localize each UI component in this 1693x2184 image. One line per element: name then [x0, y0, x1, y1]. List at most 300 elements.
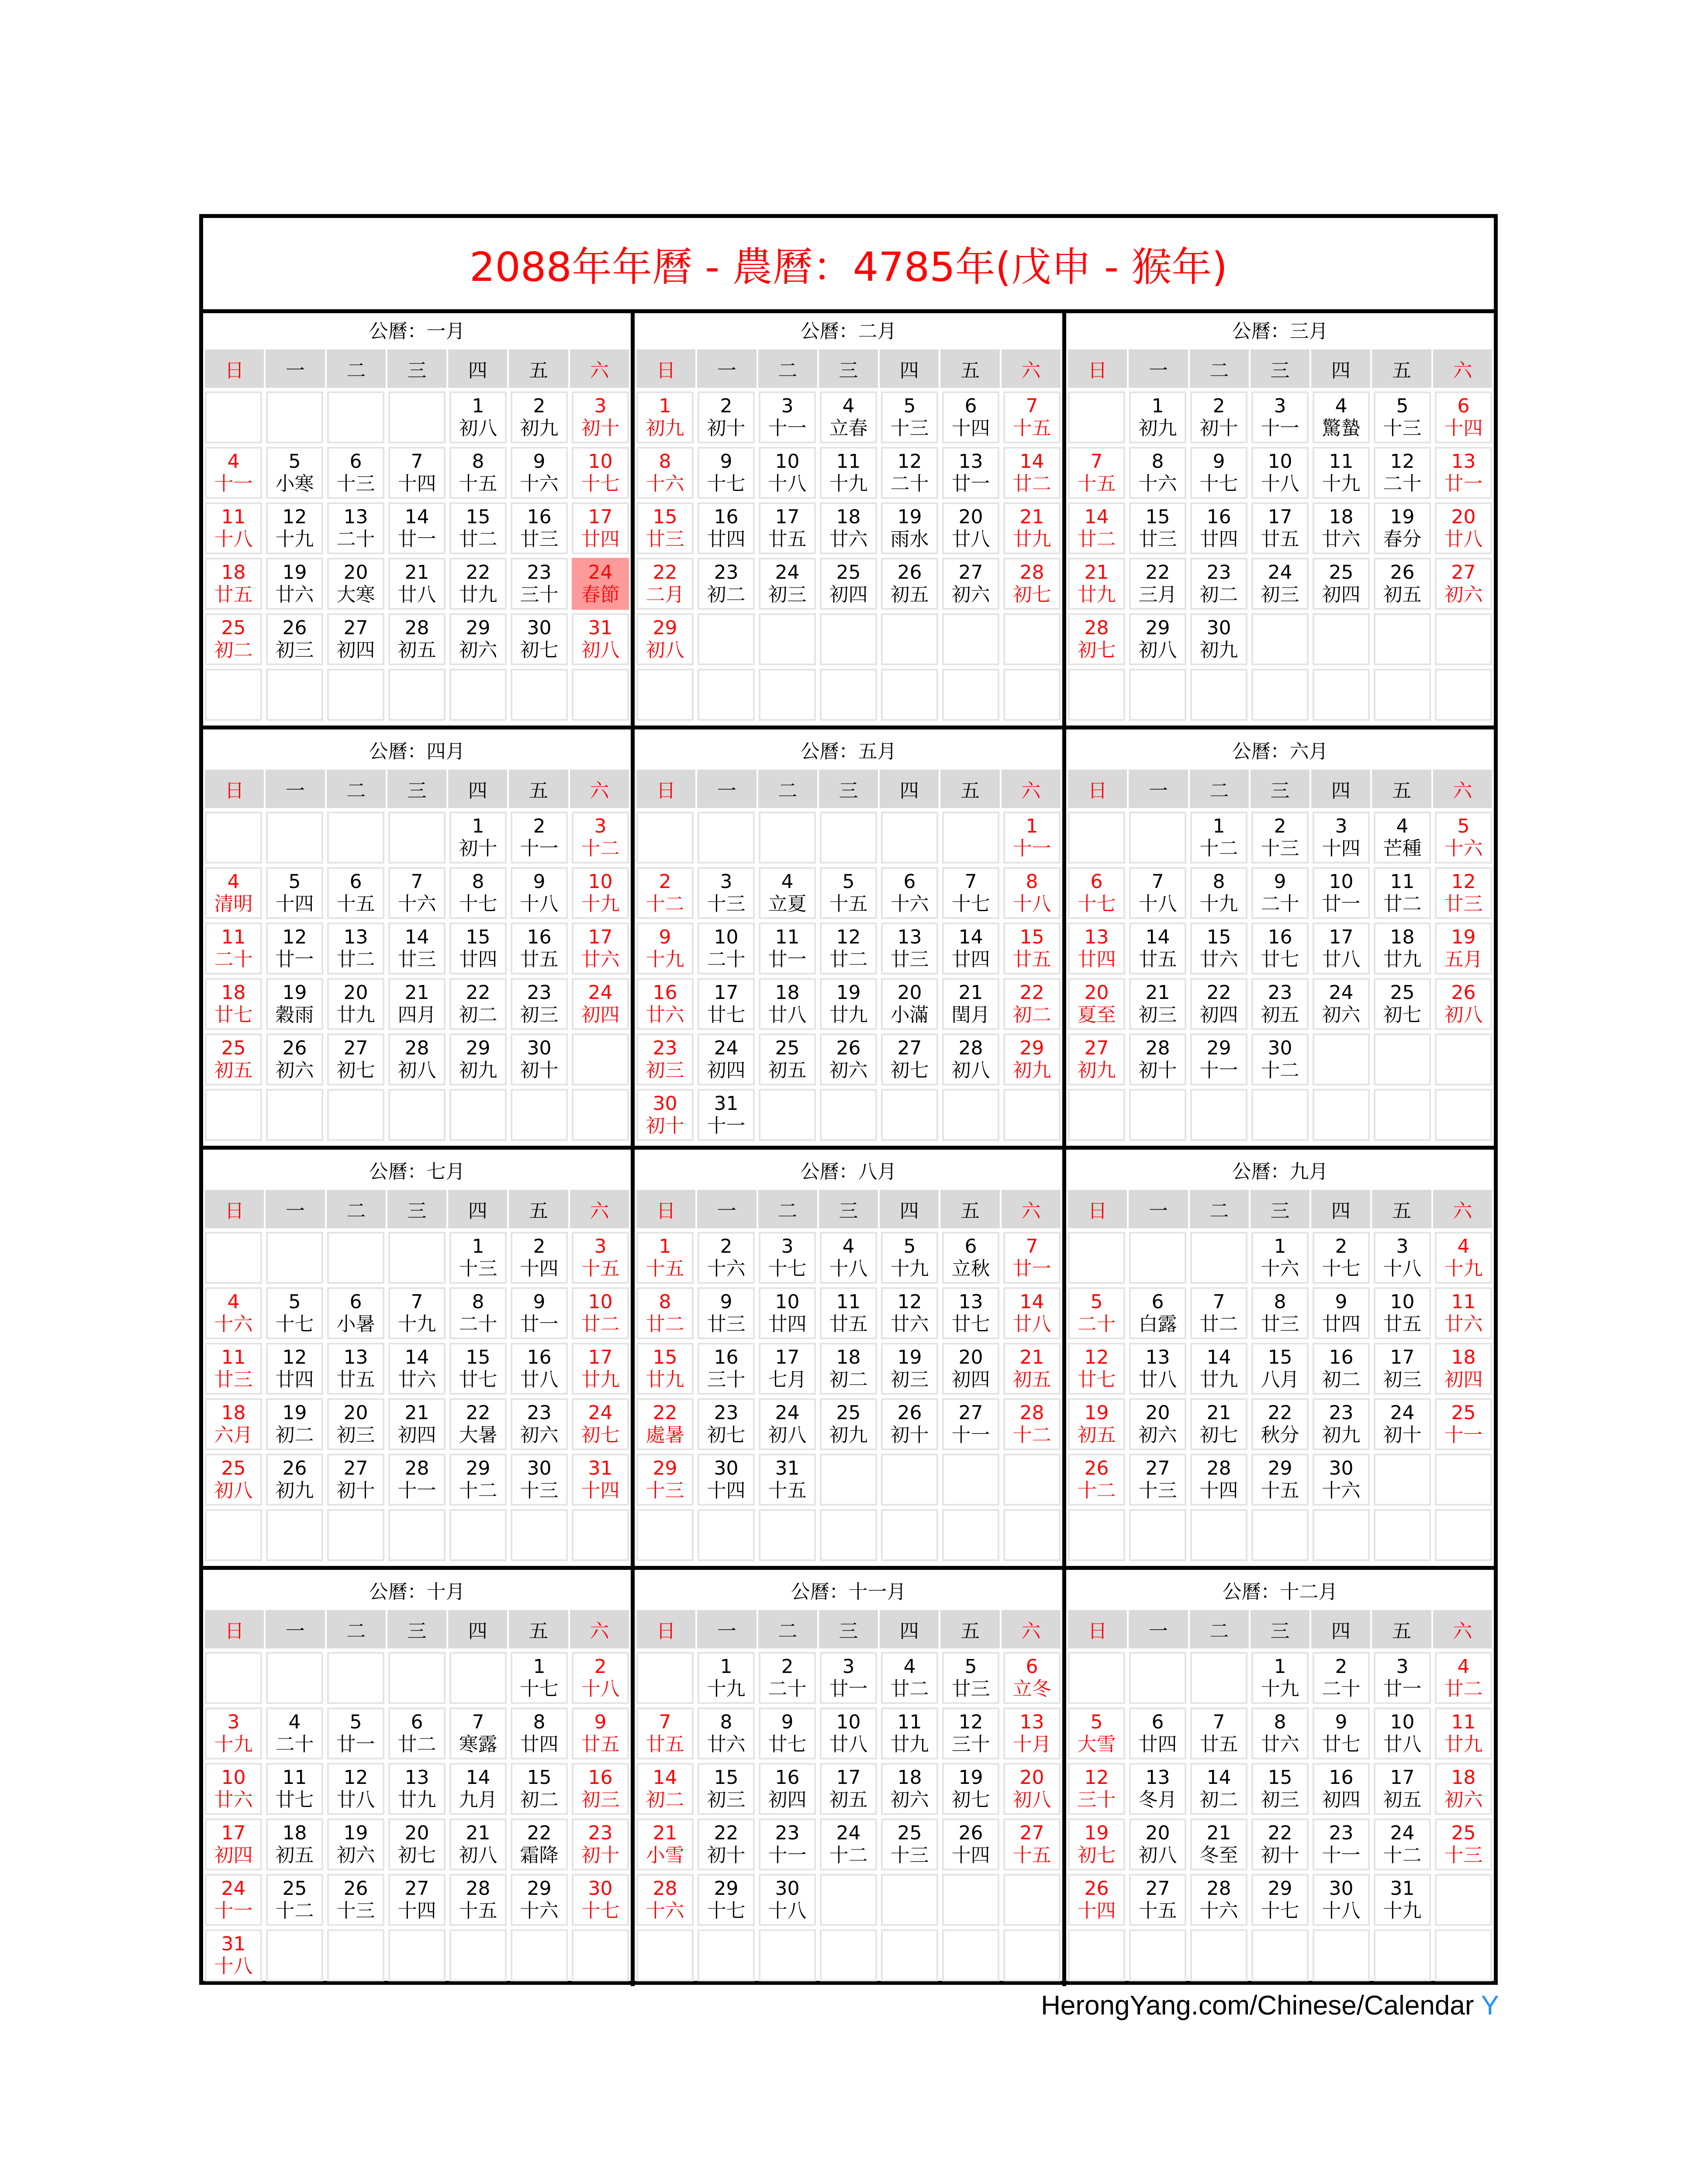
- day-cell: [266, 1763, 323, 1815]
- lunar-date: 十二: [275, 1899, 314, 1922]
- lunar-date: 廿五: [1383, 1313, 1422, 1335]
- day-cell: [572, 1763, 629, 1815]
- lunar-date: 十九: [829, 472, 868, 495]
- empty-cell: [942, 1454, 999, 1506]
- lunar-date: 廿六: [707, 1733, 746, 1755]
- day-number: 19: [1451, 926, 1476, 948]
- day-grid: [636, 1652, 1061, 1986]
- empty-cell: [1435, 1033, 1492, 1085]
- month-title: 公曆：十二月: [1222, 1581, 1338, 1603]
- day-number: 21: [404, 981, 429, 1004]
- day-cell: [1129, 978, 1186, 1030]
- lunar-date: 初三: [1138, 1003, 1177, 1026]
- day-cell: [1068, 1454, 1125, 1506]
- lunar-date: 十八: [1138, 892, 1177, 915]
- day-cell: [1190, 613, 1247, 665]
- lunar-date: 初二: [459, 1003, 498, 1026]
- day-cell: [942, 558, 999, 610]
- day-number: 8: [472, 450, 484, 473]
- empty-cell: [266, 1232, 323, 1284]
- herong-logo-icon: Y: [1481, 1990, 1499, 2021]
- week-row: [636, 1763, 1061, 1815]
- day-cell: [1435, 1652, 1492, 1704]
- week-row: [1068, 1454, 1492, 1506]
- day-number: 3: [594, 394, 607, 417]
- empty-cell: [1129, 812, 1186, 864]
- day-cell: [327, 1287, 384, 1339]
- day-number: 24: [588, 561, 613, 584]
- day-cell: [759, 558, 816, 610]
- week-row: [1068, 669, 1492, 721]
- lunar-date: 七月: [768, 1368, 807, 1391]
- day-number: 27: [343, 616, 368, 639]
- lunar-date: 十七: [707, 472, 746, 495]
- day-grid: [205, 391, 629, 726]
- week-row: [1068, 1343, 1492, 1395]
- day-number: 21: [1019, 505, 1044, 528]
- day-number: 23: [714, 561, 739, 584]
- day-number: 11: [282, 1766, 307, 1789]
- day-cell: [881, 502, 938, 554]
- day-cell: [759, 1343, 816, 1395]
- weekday-label: 二: [327, 349, 386, 388]
- empty-cell: [327, 1652, 384, 1704]
- day-cell: [511, 1818, 568, 1870]
- lunar-date: 廿一: [336, 1733, 375, 1755]
- lunar-date: 初二: [1322, 1368, 1361, 1391]
- lunar-date: 初十: [336, 1479, 375, 1502]
- lunar-date: 廿七: [214, 1003, 253, 1026]
- day-cell: [511, 447, 568, 499]
- day-cell: [388, 1033, 446, 1085]
- day-number: 15: [653, 505, 677, 528]
- week-row: [636, 502, 1061, 554]
- day-cell: [266, 558, 323, 610]
- empty-cell: [266, 812, 323, 864]
- day-cell: [449, 1343, 507, 1395]
- lunar-date: 初十: [646, 1114, 684, 1137]
- weekday-label: 四: [1311, 1610, 1370, 1648]
- day-cell: [820, 1398, 877, 1450]
- lunar-date: 初八: [397, 1059, 436, 1082]
- empty-cell: [449, 1089, 507, 1141]
- day-number: 26: [836, 1037, 861, 1059]
- day-number: 20: [1084, 981, 1109, 1004]
- day-cell: [1374, 1652, 1431, 1704]
- day-cell: [759, 923, 816, 975]
- day-number: 27: [1145, 1877, 1170, 1900]
- day-cell: [205, 923, 262, 975]
- lunar-date: 初五: [214, 1059, 253, 1082]
- day-number: 16: [1329, 1766, 1354, 1789]
- week-row: [1068, 558, 1492, 610]
- day-grid: [636, 812, 1061, 1146]
- lunar-date: 廿五: [1012, 948, 1051, 971]
- lunar-date: 二十: [1077, 1313, 1116, 1335]
- day-cell: [388, 978, 446, 1030]
- day-number: 10: [775, 450, 800, 473]
- lunar-date: 三十: [520, 583, 559, 606]
- day-cell: [881, 1818, 938, 1870]
- day-cell: [1435, 447, 1492, 499]
- empty-cell: [1435, 669, 1492, 721]
- day-cell: [636, 1707, 694, 1759]
- day-number: 6: [349, 1290, 362, 1313]
- empty-cell: [1190, 1929, 1247, 1981]
- empty-cell: [759, 669, 816, 721]
- lunar-date: 廿三: [520, 528, 559, 550]
- empty-cell: [327, 669, 384, 721]
- day-cell: [1313, 812, 1370, 864]
- day-number: 20: [343, 981, 368, 1004]
- day-number: 28: [958, 1037, 983, 1059]
- day-cell: [1129, 867, 1186, 919]
- month-title: 公曆：一月: [369, 320, 465, 342]
- lunar-date: 廿五: [829, 1313, 868, 1335]
- empty-cell: [820, 669, 877, 721]
- week-row: [205, 1874, 629, 1926]
- day-number: 23: [775, 1821, 800, 1844]
- day-number: 16: [1329, 1346, 1354, 1368]
- day-cell: [572, 447, 629, 499]
- day-cell: [449, 1033, 507, 1085]
- day-number: 27: [1451, 561, 1476, 584]
- week-row: [205, 923, 629, 975]
- day-cell: [1374, 558, 1431, 610]
- day-number: 11: [221, 926, 246, 948]
- empty-cell: [1374, 1089, 1431, 1141]
- empty-cell: [820, 1874, 877, 1926]
- weekday-label: 五: [1372, 349, 1431, 388]
- day-number: 30: [1206, 616, 1231, 639]
- day-number: 26: [1084, 1877, 1109, 1900]
- day-cell: [449, 1874, 507, 1926]
- empty-cell: [1129, 1929, 1186, 1981]
- day-number: 26: [343, 1877, 368, 1900]
- lunar-date: 初五: [1383, 583, 1422, 606]
- lunar-date: 大寒: [336, 583, 375, 606]
- empty-cell: [759, 613, 816, 665]
- lunar-date: 小暑: [336, 1313, 375, 1335]
- lunar-date: 初九: [1199, 639, 1238, 661]
- day-cell: [1251, 812, 1309, 864]
- empty-cell: [1129, 1652, 1186, 1704]
- day-number: 14: [653, 1766, 677, 1789]
- lunar-date: 初七: [336, 1059, 375, 1082]
- day-number: 23: [588, 1821, 613, 1844]
- lunar-date: 十二: [646, 892, 684, 915]
- day-cell: [820, 447, 877, 499]
- lunar-date: 三十: [707, 1368, 746, 1391]
- weekday-label: 六: [1002, 1190, 1061, 1228]
- week-row: [636, 1343, 1061, 1395]
- day-number: 21: [653, 1821, 677, 1844]
- footer-link[interactable]: [1041, 1990, 1499, 2021]
- day-cell: [572, 1874, 629, 1926]
- day-number: 7: [1090, 450, 1103, 473]
- day-number: 1: [1274, 1655, 1286, 1678]
- weekday-label: 一: [1129, 1190, 1188, 1228]
- lunar-date: 初三: [336, 1424, 375, 1446]
- day-number: 27: [1145, 1457, 1170, 1479]
- lunar-date: 二十: [1322, 1677, 1361, 1700]
- lunar-date: 初三: [768, 583, 807, 606]
- lunar-date: 十五: [646, 1257, 684, 1280]
- day-number: 21: [404, 1401, 429, 1424]
- week-row: [636, 1509, 1061, 1561]
- day-number: 30: [527, 1457, 552, 1479]
- lunar-date: 廿五: [581, 1733, 620, 1755]
- day-number: 25: [1390, 981, 1415, 1004]
- day-cell: [1313, 1652, 1370, 1704]
- day-number: 2: [1213, 394, 1225, 417]
- day-number: 2: [1335, 1655, 1347, 1678]
- day-cell: [1068, 1287, 1125, 1339]
- day-cell: [1190, 812, 1247, 864]
- empty-cell: [759, 812, 816, 864]
- weekday-label: 三: [387, 770, 446, 808]
- lunar-date: 初十: [1199, 417, 1238, 439]
- empty-cell: [1068, 812, 1125, 864]
- empty-cell: [1435, 1509, 1492, 1561]
- day-number: 22: [1019, 981, 1044, 1004]
- day-cell: [1374, 447, 1431, 499]
- day-cell: [1190, 978, 1247, 1030]
- day-cell: [1435, 1287, 1492, 1339]
- lunar-date: 十一: [768, 417, 807, 439]
- day-number: 17: [775, 505, 800, 528]
- day-number: 23: [1206, 561, 1231, 584]
- lunar-date: 十六: [646, 1899, 684, 1922]
- weekday-label: 五: [1372, 1190, 1431, 1228]
- lunar-date: 十二: [829, 1844, 868, 1866]
- week-row: [636, 613, 1061, 665]
- day-cell: [1129, 1763, 1186, 1815]
- lunar-date: 初十: [581, 417, 620, 439]
- lunar-date: 小滿: [890, 1003, 929, 1026]
- week-row: [636, 391, 1061, 443]
- lunar-date: 初五: [1012, 1368, 1051, 1391]
- weekday-label: 日: [205, 1610, 264, 1648]
- day-cell: [205, 1818, 262, 1870]
- day-number: 24: [588, 981, 613, 1004]
- day-number: 12: [282, 1346, 307, 1368]
- day-cell: [1435, 502, 1492, 554]
- weekday-label: 四: [880, 770, 939, 808]
- day-cell: [1313, 1343, 1370, 1395]
- day-number: 14: [1084, 505, 1109, 528]
- week-row: [636, 1454, 1061, 1506]
- day-number: 20: [1145, 1821, 1170, 1844]
- lunar-date: 廿四: [768, 1313, 807, 1335]
- weekday-header: [1068, 1190, 1492, 1228]
- day-number: 27: [1019, 1821, 1044, 1844]
- lunar-date: 閏月: [951, 1003, 990, 1026]
- empty-cell: [205, 1509, 262, 1561]
- lunar-date: 初四: [336, 639, 375, 661]
- lunar-date: 廿一: [397, 528, 436, 550]
- lunar-date: 初四: [581, 1003, 620, 1026]
- empty-cell: [1374, 613, 1431, 665]
- day-number: 13: [343, 926, 368, 948]
- day-cell: [1068, 978, 1125, 1030]
- day-cell: [698, 1033, 755, 1085]
- empty-cell: [511, 1509, 568, 1561]
- lunar-date: 五月: [1444, 948, 1483, 971]
- day-cell: [1313, 391, 1370, 443]
- day-cell: [698, 1874, 755, 1926]
- day-number: 5: [288, 450, 301, 473]
- lunar-date: 十六: [1322, 1479, 1361, 1502]
- weekday-header: [636, 1610, 1061, 1648]
- day-number: 9: [720, 1290, 732, 1313]
- day-cell: [327, 1398, 384, 1450]
- lunar-date: 十八: [214, 528, 253, 550]
- lunar-date: 廿三: [951, 1677, 990, 1700]
- lunar-date: 初六: [1444, 583, 1483, 606]
- day-number: 9: [659, 926, 671, 948]
- week-row: [1068, 391, 1492, 443]
- day-number: 31: [588, 1457, 613, 1479]
- empty-cell: [1374, 1454, 1431, 1506]
- day-number: 3: [227, 1711, 240, 1733]
- lunar-date: 初三: [890, 1368, 929, 1391]
- row-divider: [203, 726, 1494, 729]
- day-grid: [1068, 391, 1492, 726]
- day-cell: [636, 613, 694, 665]
- day-number: 18: [1451, 1346, 1476, 1368]
- day-number: 19: [282, 561, 307, 584]
- weekday-label: 一: [1129, 770, 1188, 808]
- day-cell: [327, 1707, 384, 1759]
- week-row: [1068, 1763, 1492, 1815]
- day-cell: [1068, 1874, 1125, 1926]
- day-number: 21: [404, 561, 429, 584]
- lunar-date: 初七: [707, 1424, 746, 1446]
- empty-cell: [1313, 1509, 1370, 1561]
- lunar-date: 十二: [459, 1479, 498, 1502]
- day-number: 6: [964, 1235, 977, 1258]
- day-cell: [1251, 867, 1309, 919]
- day-number: 24: [775, 1401, 800, 1424]
- empty-cell: [698, 1929, 755, 1981]
- day-cell: [1190, 1287, 1247, 1339]
- day-number: 7: [1213, 1290, 1225, 1313]
- day-number: 18: [897, 1766, 922, 1789]
- month-block: [205, 1570, 629, 1986]
- empty-cell: [388, 1929, 446, 1981]
- day-cell: [327, 613, 384, 665]
- lunar-date: 初九: [829, 1424, 868, 1446]
- day-number: 23: [1329, 1821, 1354, 1844]
- day-number: 14: [466, 1766, 491, 1789]
- day-cell: [759, 1652, 816, 1704]
- lunar-date: 廿六: [581, 948, 620, 971]
- lunar-date: 十八: [768, 472, 807, 495]
- day-cell: [511, 812, 568, 864]
- lunar-date: 十八: [1261, 472, 1299, 495]
- weekday-label: 四: [880, 349, 939, 388]
- empty-cell: [449, 1929, 507, 1981]
- day-number: 28: [404, 1037, 429, 1059]
- empty-cell: [1068, 1652, 1125, 1704]
- day-number: 4: [227, 450, 240, 473]
- day-cell: [636, 1343, 694, 1395]
- lunar-date: 十九: [646, 948, 684, 971]
- empty-cell: [1129, 1089, 1186, 1141]
- empty-cell: [1313, 1033, 1370, 1085]
- day-cell: [1374, 1287, 1431, 1339]
- day-cell: [636, 1818, 694, 1870]
- lunar-date: 驚蟄: [1322, 417, 1361, 439]
- day-cell: [942, 1287, 999, 1339]
- lunar-date: 初八: [1444, 1003, 1483, 1026]
- day-cell: [1251, 978, 1309, 1030]
- week-row: [1068, 613, 1492, 665]
- weekday-label: 六: [570, 349, 629, 388]
- day-number: 6: [903, 870, 916, 893]
- week-row: [205, 1287, 629, 1339]
- weekday-label: 五: [940, 770, 999, 808]
- day-cell: [942, 1343, 999, 1395]
- day-number: 16: [527, 1346, 552, 1368]
- day-cell: [1190, 1874, 1247, 1926]
- weekday-label: 五: [509, 349, 568, 388]
- weekday-label: 日: [1068, 349, 1127, 388]
- lunar-date: 十四: [1199, 1479, 1238, 1502]
- day-cell: [1374, 867, 1431, 919]
- weekday-header: [205, 1610, 629, 1648]
- weekday-label: 一: [266, 349, 325, 388]
- day-grid: [1068, 1652, 1492, 1986]
- empty-cell: [942, 669, 999, 721]
- day-number: 16: [714, 1346, 739, 1368]
- day-number: 22: [1145, 561, 1170, 584]
- day-cell: [327, 978, 384, 1030]
- day-cell: [205, 1454, 262, 1506]
- lunar-date: 初五: [829, 1788, 868, 1811]
- empty-cell: [636, 1929, 694, 1981]
- day-number: 8: [659, 1290, 671, 1313]
- lunar-date: 廿一: [1012, 1257, 1051, 1280]
- day-number: 2: [533, 394, 546, 417]
- day-cell: [511, 1763, 568, 1815]
- lunar-date: 初六: [951, 583, 990, 606]
- day-cell: [1129, 558, 1186, 610]
- empty-cell: [572, 1509, 629, 1561]
- empty-cell: [1435, 1874, 1492, 1926]
- day-number: 2: [1274, 815, 1286, 837]
- day-cell: [572, 1454, 629, 1506]
- day-number: 5: [288, 1290, 301, 1313]
- day-cell: [1068, 502, 1125, 554]
- day-cell: [449, 558, 507, 610]
- day-cell: [388, 1398, 446, 1450]
- day-cell: [449, 1763, 507, 1815]
- month-title: 公曆：六月: [1232, 740, 1328, 763]
- week-row: [636, 1033, 1061, 1085]
- day-cell: [1068, 613, 1125, 665]
- day-number: 4: [842, 1235, 855, 1258]
- day-number: 10: [1390, 1290, 1415, 1313]
- day-number: 26: [1390, 561, 1415, 584]
- lunar-date: 廿三: [1261, 1313, 1299, 1335]
- day-number: 6: [1151, 1711, 1164, 1733]
- lunar-date: 十八: [1322, 1899, 1361, 1922]
- day-number: 5: [964, 1655, 977, 1678]
- day-cell: [511, 867, 568, 919]
- lunar-date: 廿八: [1444, 528, 1483, 550]
